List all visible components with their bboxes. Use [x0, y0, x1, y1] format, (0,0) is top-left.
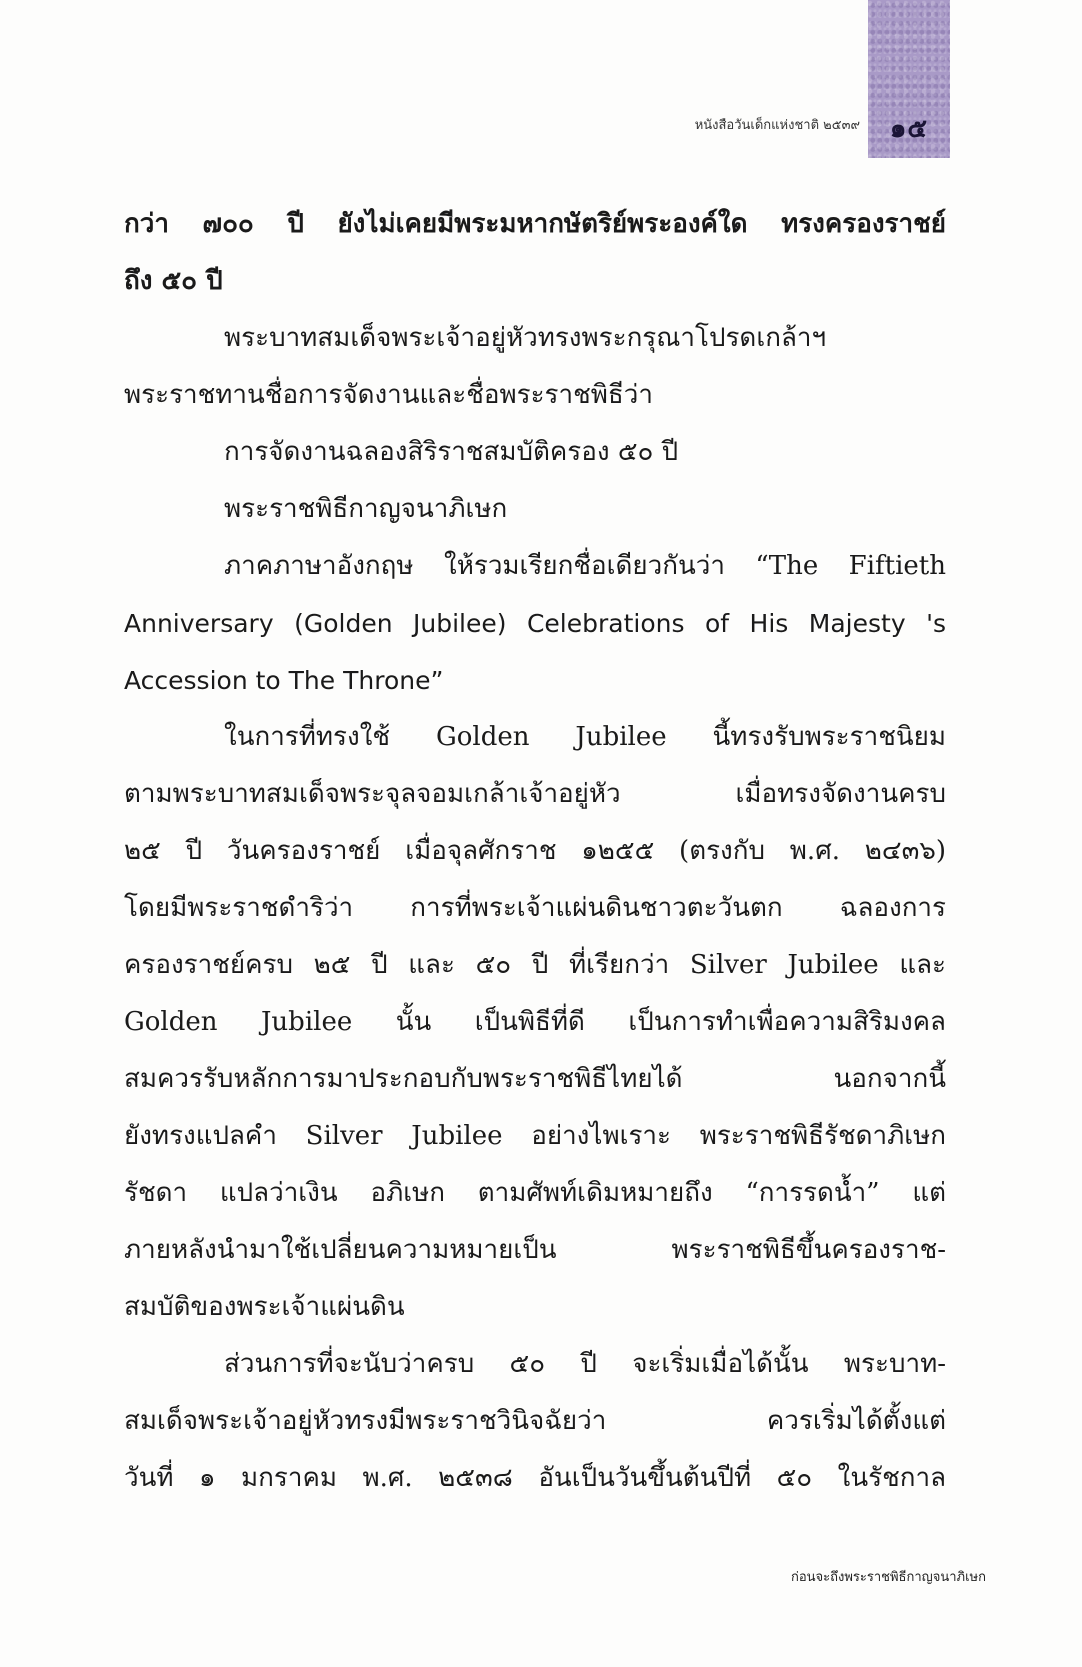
text-line: รัชดา แปลว่าเงิน อภิเษก ตามศัพท์เดิมหมายถึง “การรดน้ำ” แต่ — [124, 1178, 946, 1208]
text-line: ถึง ๕๐ ปี — [124, 266, 223, 296]
text-line: พระราชทานชื่อการจัดงานและชื่อพระราชพิธีว่า — [124, 380, 653, 410]
text-line: พระบาทสมเด็จพระเจ้าอยู่หัวทรงพระกรุณาโปรดเกล้าฯ — [224, 323, 827, 353]
text-line: Accession to The Throne” — [124, 666, 444, 695]
text-line: โดยมีพระราชดำริว่า การที่พระเจ้าแผ่นดินชาวตะวันตก ฉลองการ — [124, 893, 946, 923]
text-line: พระราชพิธีกาญจนาภิเษก — [224, 494, 508, 524]
text-line: กว่า ๗๐๐ ปี ยังไม่เคยมีพระมหากษัตริย์พระองค์ใด ทรงครองราชย์ — [124, 209, 946, 239]
text-line: ตามพระบาทสมเด็จพระจุลจอมเกล้าเจ้าอยู่หัว เมื่อทรงจัดงานครบ — [124, 779, 946, 809]
text-line: สมเด็จพระเจ้าอยู่หัวทรงมีพระราชวินิจฉัยว่า ควรเริ่มได้ตั้งแต่ — [124, 1406, 946, 1436]
page-footer: ก่อนจะถึงพระราชพิธีกาญจนาภิเษก — [790, 1570, 986, 1585]
text-line: ยังทรงแปลคำ Silver Jubilee อย่างไพเราะ พระราชพิธีรัชดาภิเษก — [124, 1121, 946, 1151]
body-text — [124, 196, 946, 1507]
text-line: สมบัติของพระเจ้าแผ่นดิน — [124, 1292, 405, 1322]
text-line: ภายหลังนำมาใช้เปลี่ยนความหมายเป็น พระราชพิธีขึ้นครองราช- — [124, 1235, 946, 1265]
text-line: Anniversary (Golden Jubilee) Celebrations of His Majesty 's — [124, 609, 946, 638]
running-head: หนังสือวันเด็กแห่งชาติ ๒๕๓๙ — [694, 118, 860, 133]
text-line: ภาคภาษาอังกฤษ ให้รวมเรียกชื่อเดียวกันว่า “The Fiftieth — [224, 551, 946, 581]
text-line: ๒๕ ปี วันครองราชย์ เมื่อจุลศักราช ๑๒๕๕ (ตรงกับ พ.ศ. ๒๔๓๖) — [124, 836, 946, 866]
text-line: การจัดงานฉลองสิริราชสมบัติครอง ๕๐ ปี — [224, 437, 679, 467]
text-line: ในการที่ทรงใช้ Golden Jubilee นี้ทรงรับพระราชนิยม — [224, 722, 946, 752]
text-line: ส่วนการที่จะนับว่าครบ ๕๐ ปี จะเริ่มเมื่อได้นั้น พระบาท- — [224, 1349, 946, 1379]
text-line: สมควรรับหลักการมาประกอบกับพระราชพิธีไทยได้ นอกจากนี้ — [124, 1064, 946, 1094]
text-line: วันที่ ๑ มกราคม พ.ศ. ๒๕๓๘ อันเป็นวันขึ้นต้นปีที่ ๕๐ ในรัชกาล — [124, 1463, 946, 1493]
text-line: Golden Jubilee นั้น เป็นพิธีที่ดี เป็นการทำเพื่อความสิริมงคล — [124, 1007, 946, 1037]
text-line: ครองราชย์ครบ ๒๕ ปี และ ๕๐ ปี ที่เรียกว่า Silver Jubilee และ — [124, 950, 946, 980]
page-number: ๑๕ — [889, 114, 929, 144]
